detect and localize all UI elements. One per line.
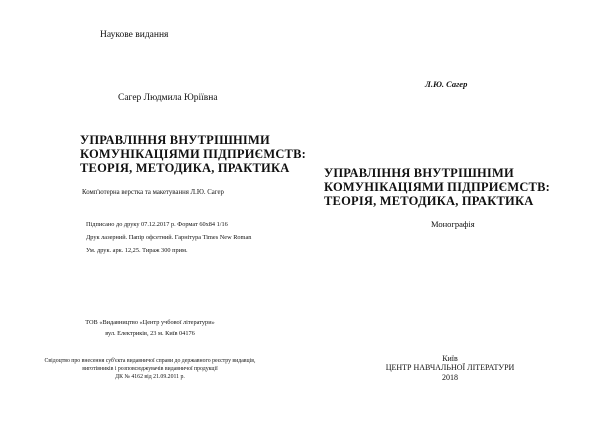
author-full-name: Сагер Людмила Юріївна [118,93,218,103]
right-title-line-2: КОМУНІКАЦІЯМИ ПІДПРИЄМСТВ: [324,180,550,194]
registration-line-2: виготівників і розповсюджувачів видавничої продукції [82,366,218,372]
right-title-line-1: УПРАВЛІННЯ ВНУТРІШНІМИ [324,166,514,180]
registration-line-3: ДК № 4162 від 21.09.2011 р. [115,374,185,380]
author-short-name: Л.Ю. Сагер [425,79,468,89]
year-label: 2018 [442,373,458,382]
print-info-line-1: Підписано до друку 07.12.2017 р. Формат 60х84 1/16 [86,221,228,228]
right-page-title [300,0,600,424]
genre-label: Монографія [431,219,475,229]
publisher-address: вул. Електриків, 23 м. Київ 04176 [105,330,195,337]
right-title-line-3: ТЕОРІЯ, МЕТОДИКА, ПРАКТИКА [324,194,534,208]
publisher-name: ТОВ «Видавництво «Центр учбової літератури» [85,319,215,326]
registration-line-1: Свідоцтво про внесення суб'єкта видавничої справи до державного реєстру видавців, [44,358,256,364]
edition-type: Наукове видання [100,30,169,40]
city-label: Київ [442,354,458,363]
print-info-line-2: Друк лазерний. Папір офсетний. Гарнітура Times New Roman [86,234,252,241]
print-info-line-3: Ум. друк. арк. 12,25. Тираж 300 прим. [86,247,188,254]
left-title-line-3: ТЕОРІЯ, МЕТОДИКА, ПРАКТИКА [80,161,290,175]
left-title-line-2: КОМУНІКАЦІЯМИ ПІДПРИЄМСТВ: [80,147,306,161]
layout-credit: Комп'ютерна верстка та макетування Л.Ю. Сагер [82,189,224,196]
publisher-label: ЦЕНТР НАВЧАЛЬНОЇ ЛІТЕРАТУРИ [385,363,515,372]
left-title-line-1: УПРАВЛІННЯ ВНУТРІШНІМИ [80,133,270,147]
